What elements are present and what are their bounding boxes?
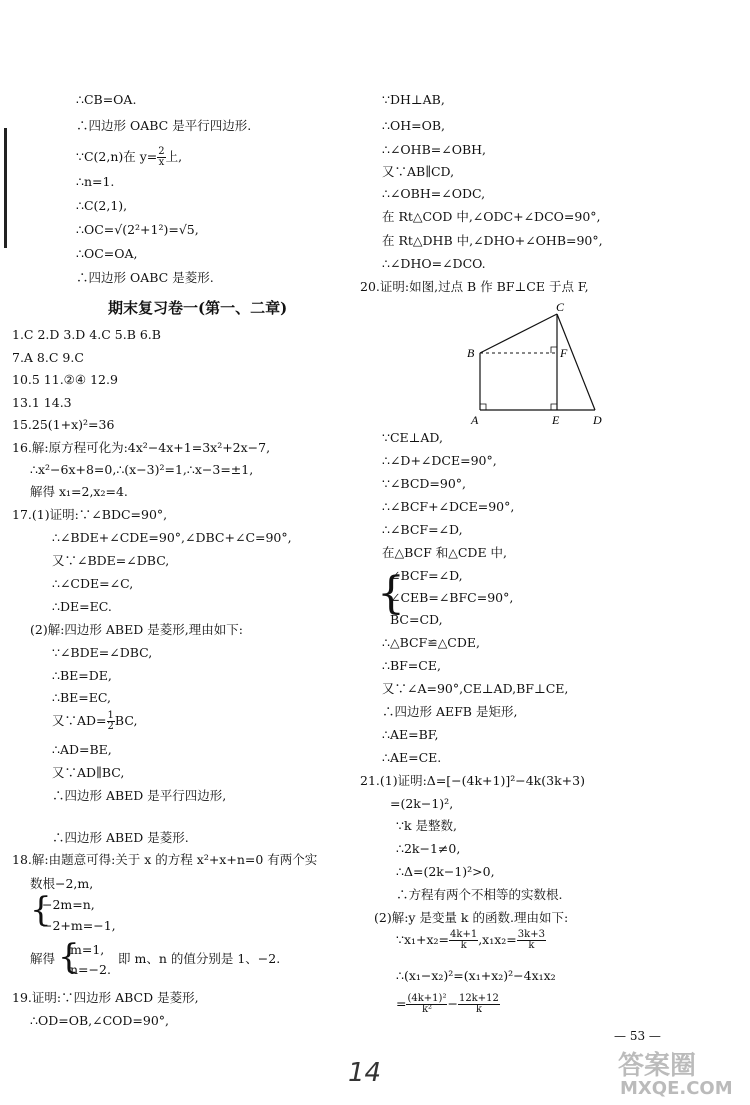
text-line: ∴∠OBH=∠ODC, xyxy=(382,186,486,201)
text-line: ∴OD=OB,∠COD=90°, xyxy=(30,1013,170,1028)
text-line: 16.解:原方程可化为:4x²−4x+1=3x²+2x−7, xyxy=(12,440,271,455)
left-brace: { xyxy=(30,890,52,930)
text-line: ∴n=1. xyxy=(76,174,115,189)
text-line: −2m=n, xyxy=(42,897,95,912)
left-brace: { xyxy=(58,937,80,977)
fraction: $\frac{\text{(4k+1)²}}{\text{k²}}$ xyxy=(407,993,447,1015)
text-line: n=−2. xyxy=(70,962,111,977)
text-line: 在 Rt△DHB 中,∠DHO+∠OHB=90°, xyxy=(382,233,603,248)
text-line: ∴∠CDE=∠C, xyxy=(52,576,134,591)
text-line: ∴x²−6x+8=0,∴(x−3)²=1,∴x−3=±1, xyxy=(30,462,254,477)
text-line: 又∵∠A=90°,CE⊥AD,BF⊥CE, xyxy=(382,681,569,696)
fraction: $\frac{12k+12}{k}$ xyxy=(458,993,499,1015)
text-line: ∴2k−1≠0, xyxy=(396,841,461,856)
text-line: 在△BCF 和△CDE 中, xyxy=(382,545,508,560)
text-line: ∴DE=EC. xyxy=(52,599,112,614)
segment-bc xyxy=(480,314,557,353)
fraction: $\frac{4k+1}{k}$ xyxy=(450,929,478,951)
right-angle-e xyxy=(551,404,557,410)
text-line: ∴四边形 ABED 是平行四边形, xyxy=(52,788,227,803)
label-e: E xyxy=(552,413,560,427)
text-line: 又∵AB∥CD, xyxy=(382,164,455,179)
text-line: ∴四边形 OABC 是平行四边形. xyxy=(76,118,252,133)
label-c: C xyxy=(556,300,565,314)
text-line: 又∵AD∥BC, xyxy=(52,765,125,780)
text-line: ∴BF=CE, xyxy=(382,658,441,673)
text-line: ∴C(2,1), xyxy=(76,198,128,213)
watermark-url: MXQE.COM xyxy=(620,1078,733,1099)
text-line: ∴AD=BE, xyxy=(52,742,112,757)
text-line: ∵C(2,n)在 y= $\frac{2}{x}$ 上, xyxy=(76,146,183,168)
text-line: ∴AE=CE. xyxy=(382,750,442,765)
answer-line: 15.25(1+x)²=36 xyxy=(12,417,115,432)
handwritten-number: 14 xyxy=(348,1058,382,1088)
label-b: B xyxy=(467,346,475,360)
text-line: ∴∠OHB=∠OBH, xyxy=(382,142,487,157)
text-line: 18.解:由题意可得:关于 x 的方程 x²+x+n=0 有两个实 xyxy=(12,852,318,867)
geometry-figure xyxy=(462,300,612,430)
text-line: m=1, xyxy=(70,942,105,957)
answer-line: 1.C 2.D 3.D 4.C 5.B 6.B xyxy=(12,327,161,342)
label-a: A xyxy=(471,413,479,427)
text-line: 解得 x₁=2,x₂=4. xyxy=(30,484,128,499)
text-line: (2)解:y 是变量 k 的函数.理由如下: xyxy=(374,910,569,925)
text-line: = $\frac{\text{(4k+1)²}}{\text{k²}}$ − $\frac{12k+12}{k}$ xyxy=(396,993,499,1015)
answer-line: 10.5 11.②④ 12.9 xyxy=(12,372,118,387)
label-f: F xyxy=(560,346,568,360)
text-line: ∴△BCF≌△CDE, xyxy=(382,635,480,650)
text-line: ∴(x₁−x₂)²=(x₁+x₂)²−4x₁x₂ xyxy=(396,968,556,983)
text-line: ∴四边形 OABC 是菱形. xyxy=(76,270,214,285)
text-line: ∠CEB=∠BFC=90°, xyxy=(390,590,514,605)
text-line: ∴∠BCF+∠DCE=90°, xyxy=(382,499,515,514)
text-line: ∴CB=OA. xyxy=(76,92,137,107)
answer-line: 7.A 8.C 9.C xyxy=(12,350,84,365)
fraction: $\frac{1}{2}$ xyxy=(107,710,114,732)
text-line: ∴四边形 ABED 是菱形. xyxy=(52,830,189,845)
text-line: 在 Rt△COD 中,∠ODC+∠DCO=90°, xyxy=(382,209,601,224)
text-line: 又∵AD= $\frac{1}{2}$ BC, xyxy=(52,710,138,732)
right-angle-a xyxy=(480,404,486,410)
text-line: ∴Δ=(2k−1)²>0, xyxy=(396,864,495,879)
text-line: ∵k 是整数, xyxy=(396,818,457,833)
label-d: D xyxy=(593,413,602,427)
fraction: $\frac{2}{x}$ xyxy=(158,146,165,168)
text-line: ∴∠BDE+∠CDE=90°,∠DBC+∠C=90°, xyxy=(52,530,292,545)
text-line: −2+m=−1, xyxy=(42,918,116,933)
text-line: ∵∠BDE=∠DBC, xyxy=(52,645,153,660)
text-line: ∴BE=EC, xyxy=(52,690,111,705)
text-line: (2)解:四边形 ABED 是菱形,理由如下: xyxy=(30,622,243,637)
text-line: ∠BCF=∠D, xyxy=(390,568,463,583)
text-line: ∴方程有两个不相等的实数根. xyxy=(396,887,563,902)
text-line: 即 m、n 的值分别是 1、−2. xyxy=(118,951,281,966)
left-brace: { xyxy=(377,568,405,619)
text-line: 解得 xyxy=(30,951,56,966)
text-line: ∴OH=OB, xyxy=(382,118,445,133)
margin-bar xyxy=(4,128,7,248)
text-line: BC=CD, xyxy=(390,612,443,627)
text-line: 17.(1)证明:∵∠BDC=90°, xyxy=(12,507,168,522)
text-line: ∴∠BCF=∠D, xyxy=(382,522,463,537)
text-line: 又∵∠BDE=∠DBC, xyxy=(52,553,170,568)
section-title: 期末复习卷一(第一、二章) xyxy=(108,299,288,317)
text-line: ∴∠DHO=∠DCO. xyxy=(382,256,486,271)
answer-line: 13.1 14.3 xyxy=(12,395,72,410)
text-line: ∵CE⊥AD, xyxy=(382,430,443,445)
text-line: ∴BE=DE, xyxy=(52,668,112,683)
text-line: 数根−2,m, xyxy=(30,876,94,891)
text-line: ∵∠BCD=90°, xyxy=(382,476,467,491)
text-line: 20.证明:如图,过点 B 作 BF⊥CE 于点 F, xyxy=(360,279,589,294)
text-line: ∵DH⊥AB, xyxy=(382,92,445,107)
text-line: ∴四边形 AEFB 是矩形, xyxy=(382,704,518,719)
fraction: $\frac{3k+3}{k}$ xyxy=(517,929,545,951)
text-line: =(2k−1)², xyxy=(390,796,454,811)
text-line: 21.(1)证明:Δ=[−(4k+1)]²−4k(3k+3) xyxy=(360,773,585,788)
text-line: ∵x₁+x₂= $\frac{4k+1}{k}$ ,x₁x₂= $\frac{3k+3}{k}$ xyxy=(396,929,545,951)
text-line: ∴AE=BF, xyxy=(382,727,439,742)
watermark-logo: 答案圈 xyxy=(618,1051,697,1081)
text-line: ∴∠D+∠DCE=90°, xyxy=(382,453,497,468)
page-number: — 53 — xyxy=(614,1029,661,1043)
text-line: ∴OC=OA, xyxy=(76,246,138,261)
text-line: 19.证明:∵四边形 ABCD 是菱形, xyxy=(12,990,199,1005)
text-line: ∴OC=√(2²+1²)=√5, xyxy=(76,222,199,237)
segment-cd xyxy=(557,314,595,410)
right-angle-f xyxy=(551,347,557,353)
